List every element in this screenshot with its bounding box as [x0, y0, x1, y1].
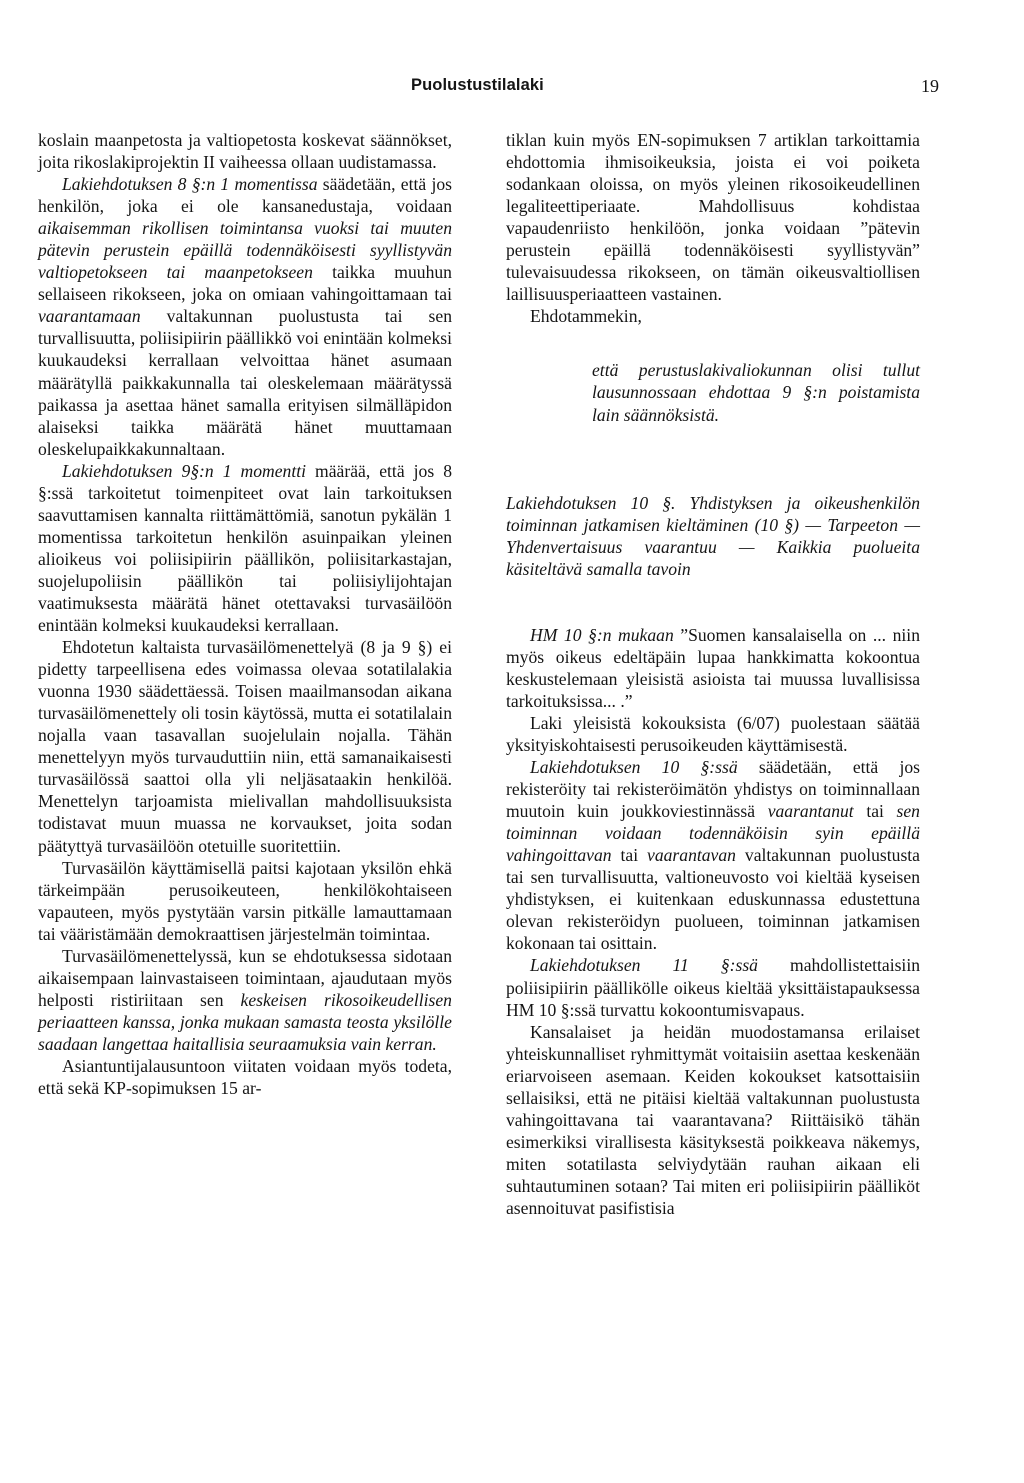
quoted-phrase: keskeisen rikosoikeudellisen periaatteen kanssa, jonka mukaan samasta teosta yksilölle saadaan langettaa haitallisia seuraamuksia vain kerran.: [38, 989, 452, 1054]
statute-reference: Lakiehdotuksen 9§:n 1 momentti: [62, 460, 307, 481]
quoted-phrase: sen toiminnan voidaan todennäköisin syin epäillä vahingoittavan: [506, 801, 920, 866]
quoted-phrase: vaarantanut: [767, 801, 854, 822]
quoted-phrase: aikaisemman rikollisen toimintansa vuoksi tai muuten pätevin perustein epäillä todennäköisesti syyllistyvän valtiopetokseen tai maanpetokseen: [38, 218, 452, 283]
paragraph: koslain maanpetosta ja valtiopetosta koskevat säännökset, joita rikoslakiprojektin II vaiheessa ollaan uudistamassa.: [38, 130, 452, 173]
statute-reference: Lakiehdotuksen 11 §:ssä: [530, 955, 758, 976]
quoted-phrase: vaarantamaan: [38, 306, 141, 327]
paragraph: Ehdotammekin,: [530, 306, 642, 327]
left-column: [38, 129, 452, 1099]
paragraph: Lakiehdotuksen 11 §:ssä mahdollistettaisiin poliisipiirin päällikölle oikeus kieltää yksittäistapauksessa HM 10 §:ssä turvattu kokoontumisvapaus.: [506, 955, 921, 1020]
paragraph: Kansalaiset ja heidän muodostamansa erilaiset yhteiskunnalliset ryhmittymät voitaisiin asettaa keskenään eriarvoiseen asemaan. Keiden kokoukset katsottaisiin sellaisiksi, että ne pitäisi kieltää valtakunnan puolustusta vahingoittavana tai vaarantavana? Riittäisikö tähän esimerkiksi virallisesta käsityksestä poikkeava näkemys, miten sotatilasta selviydytään rauhan aikaan eli suhtautuminen sotaan? Tai miten eri poliisipiirin päälliköt asennoituvat pasifistisia: [506, 1021, 920, 1218]
proposal-quote: että perustuslakivaliokunnan olisi tullut lausunnossaan ehdottaa 9 §:n poistamista lain säännöksistä.: [592, 360, 920, 425]
paragraph: Laki yleisistä kokouksista (6/07) puolestaan säätää yksityiskohtaisesti perusoikeuden käyttämisestä.: [506, 712, 920, 755]
paragraph: Lakiehdotuksen 8 §:n 1 momentissa säädetään, että jos henkilön, joka ei ole kansanedustaja, voidaan aikaisemman rikollisen toimintansa vuoksi tai muuten pätevin perustein epäillä todennäköisesti syyllistyvän valtiopetokseen tai maanpetokseen taikka muuhun sellaiseen rikokseen, joka on omiaan vahingoittamaan tai vaarantamaan valtakunnan puolustusta tai sen turvallisuutta, poliisipiirin päällikkö voi enintään kolmeksi kuukaudeksi kerrallaan velvoittaa hänet asumaan määrätyllä paikkakunnalla tai oleskelemaan määrätyssä paikassa ja asettaa hänet samalla erityisen silmälläpidon alaiseksi taikka määrätä hänet muuttamaan oleskelupaikkakunnaltaan.: [38, 174, 452, 459]
paragraph: Asiantuntijalausuntoon viitaten voidaan myös todeta, että sekä KP-sopimuksen 15 ar-: [38, 1055, 452, 1099]
paragraph: HM 10 §:n mukaan ”Suomen kansalaisella on ... niin myös oikeus edeltäpäin lupaa hankkimatta kokoontua keskustelemaan yleisistä asioista tai muussa luvallisissa tarkoituksissa... .”: [506, 624, 920, 711]
section-subheading: Lakiehdotuksen 10 §. Yhdistyksen ja oikeushenkilön toiminnan jatkamisen kieltäminen (10 §) — Tarpeeton — Yhdenvertaisuus vaarantuu — Kaikkia puolueita käsiteltävä samalla tavoin: [506, 492, 920, 579]
quoted-phrase: vaarantavan: [647, 845, 736, 866]
right-column: [506, 129, 920, 1219]
running-header: [0, 76, 1024, 100]
statute-reference: HM 10 §:n mukaan: [530, 624, 674, 645]
paragraph: Turvasäilön käyttämisellä paitsi kajotaan yksilön ehkä tärkeimpään perusoikeuteen, henkilökohtaiseen vapauteen, myös pystytään varsin pitkälle lamauttamaan tai vääristämään demokraattisen järjestelmän toimintaa.: [38, 857, 452, 944]
statute-reference: Lakiehdotuksen 8 §:n 1 momentissa: [62, 174, 318, 195]
paragraph: Ehdotetun kaltaista turvasäilömenettelyä (8 ja 9 §) ei pidetty tarpeellisena edes voimassa olevaa sotatilalakia vuonna 1930 säädettäessä. Toisen maailmansodan aikana turvasäilömenettely oli tosin käytössä, mutta ei sotatilalain nojalla vaan tasavallan suojelulain nojalla. Tähän menettelyyn myös turvauduttiin niin, että samanaikaisesti turvasäilössä saattoi olla yli neljäsataakin henkilöä. Menettelyn tarjoamista mielivallan mahdollisuuksista todistavat muun muassa ne korvaukset, joita sodan päätyttyä turvasäilöön otetuille suoritettiin.: [38, 637, 452, 856]
page-number: 19: [921, 76, 939, 96]
paragraph: tiklan kuin myös EN-sopimuksen 7 artiklan tarkoittamia ehdottomia ihmisoikeuksia, joista ei voi poiketa sodankaan oloissa, on myös yleinen rikosoikeudellinen legaliteettiperiaate. Mahdollisuus kohdistaa vapaudenriisto henkilöön, jonka voidaan ”pätevin perustein epäillä todennäköisesti syyllistyvän” tulevaisuudessa rikokseen, on tämän oikeusvaltiollisen laillisuusperiaatteen vastainen.: [506, 130, 920, 305]
paragraph: Lakiehdotuksen 9§:n 1 momentti määrää, että jos 8 §:ssä tarkoitetut toimenpiteet ovat lain tarkoituksen saavuttamisen kannalta riittämättömiä, sanotun pykälän 1 momentissa tarkoitetun henkilön asuinpaikan yleinen alioikeus voi poliisipiirin päällikön, poliisitarkastajan, suojelupoliisin päällikön tai poliisiylijohtajan vaatimuksesta määrätä hänet otettavaksi turvasäilöön enintään kolmeksi kuukaudeksi kerrallaan.: [38, 460, 452, 636]
paragraph: Turvasäilömenettelyssä, kun se ehdotuksessa sidotaan aikaisempaan lainvastaiseen toimintaan, ajaudutaan myös helposti ristiriitaan sen keskeisen rikosoikeudellisen periaatteen kanssa, jonka mukaan samasta teosta yksilölle saadaan langettaa haitallisia seuraamuksia vain kerran.: [38, 945, 452, 1054]
paragraph: Lakiehdotuksen 10 §:ssä säädetään, että jos rekisteröity tai rekisteröimätön yhdistys on toiminnallaan muutoin kuin joukkoviestinnässä vaarantanut tai sen toiminnan voidaan todennäköisin syin epäillä vahingoittavan tai vaarantavan valtakunnan puolustusta tai sen turvallisuutta, valtioneuvosto voi kieltää kyseisen yhdistyksen, ei kuitenkaan eduskunnassa edustettuna olevan rekisteröidyn puolueen, toiminnan jatkamisen kokonaan tai osittain.: [506, 757, 920, 954]
running-title: Puolustustilalaki: [411, 76, 544, 94]
statute-reference: Lakiehdotuksen 10 §:ssä: [530, 757, 738, 778]
